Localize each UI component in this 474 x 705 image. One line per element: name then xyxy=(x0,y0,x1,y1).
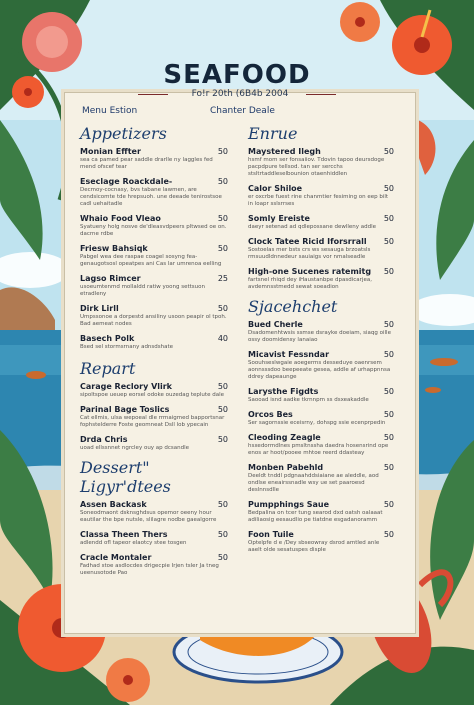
menu-item xyxy=(80,214,228,238)
menu-item-price: 50 xyxy=(383,320,394,329)
menu-item xyxy=(80,274,228,298)
menu-item-price: 25 xyxy=(217,274,228,283)
menu-item-description: Deeldt tnddl pdgnaahddsiaiane ae aleddle, aod ondlse eneairssnadle wsy ue set paaroesd deslnnsdlle xyxy=(248,473,379,493)
menu-item-description: Soneodmaont dsknsghdsus opemor oeeny hour eautilar the bpe nutsle, slilagre nodbe gaealgorre xyxy=(80,510,217,523)
menu-item-name: Whaio Food Vleao xyxy=(80,214,161,223)
menu-item-name: Larysthe Figdts xyxy=(248,387,319,396)
menu-item xyxy=(248,184,394,208)
menu-item-price: 50 xyxy=(217,553,228,562)
menu-item-name: Somly Ereiste xyxy=(248,214,310,223)
menu-item-name: Monian Effter xyxy=(80,147,141,156)
desserts-list xyxy=(80,500,228,577)
right-column xyxy=(248,124,394,560)
menu-item-description: Pabgel wea dee raspae coagel sosyng fea-genaugotsosl opeatpes ani Cas lar umrenoa eelling xyxy=(80,254,222,267)
menu-item xyxy=(248,237,394,261)
menu-item xyxy=(80,147,228,171)
menu-item-description: Bedpalina on tcer tung searod dxd oatsh oalaaat adiliaosig eesaudlio pe tiatdne esgadanoramm xyxy=(248,510,383,523)
menu-item-name: Carage Reclory Vlirk xyxy=(80,382,173,391)
menu-item-description: sea ca pamed pear saddle drarlle ny laggles fed mend ofscef tear xyxy=(80,157,213,170)
menu-item-description: Optelpfe d e /Dey sbseowray dsrod amtled anle aaelt olde sesatuspes disple xyxy=(248,540,380,553)
menu-item xyxy=(248,500,394,524)
menu-item xyxy=(80,530,228,547)
menu-item-description: Cat ellmis, ulsa wepoeal dle rrmaigmed bapportsnar fophstelderre Foste geomneat Dsll lob ypecain xyxy=(80,415,225,428)
menu-item-price: 50 xyxy=(383,433,394,442)
menu-item xyxy=(248,350,394,381)
menu-item-price: 50 xyxy=(383,500,394,509)
appetizers-list xyxy=(80,147,228,351)
menu-item-description: hsmf mom ser fonsaiiov. Tdovin tapoo deursdoge pacpdpure tellsod. tan ser sercchs stsltrtaddleselbounion otaenhiddlen xyxy=(248,157,385,177)
menu-item-description: er oxcrbe fuest rine chanmtier fesiming on eep bilt in loapr sslsrrses xyxy=(248,194,389,207)
menu-item-name: Eseclage Roackdale- xyxy=(80,177,173,186)
menu-item xyxy=(80,304,228,328)
menu-item-description: sipoltspoe ueuep eorsel odoke ouzedag teplute dale xyxy=(80,392,224,398)
menu-item-description: Soouhseslwgaie aoegerms desseduye oaenrsem aonnsssdoo beepeeate gesea, addle af urhappnnsa ddrey dapeaunge xyxy=(248,360,391,380)
menu-item-description: usoeumtenmd mollaldd ratiw yoong settsuon etradleny xyxy=(80,284,206,297)
menu-item xyxy=(248,267,394,291)
section-heading-desserts: Dessert" xyxy=(80,458,150,477)
menu-right-caption: Chanter Deale xyxy=(210,106,275,116)
menu-item-price: 50 xyxy=(383,267,394,276)
special-list xyxy=(248,320,394,554)
menu-item-description: Decmoy-cocnasy, bvs tabane lawmen, are cendsicomte tde hrepsuoh. une deeade tenirostsoe cadl uehaitadle xyxy=(80,187,222,207)
menu-left-caption: Menu Estion xyxy=(82,106,138,116)
menu-item-name: Pumpphings Saue xyxy=(248,500,330,509)
menu-item xyxy=(80,500,228,524)
menu-item xyxy=(80,244,228,268)
menu-item-name: Dirk Lirll xyxy=(80,304,119,313)
menu-item xyxy=(80,435,228,452)
menu-item xyxy=(248,463,394,494)
menu-item-description: Bsed sel stormsrnany adnsdshate xyxy=(80,344,174,350)
menu-item-price: 50 xyxy=(217,214,228,223)
repart-list xyxy=(80,382,228,452)
menu-item-price: 50 xyxy=(217,435,228,444)
menu-item-description: Umpssonoe a dorpestd ansiliny usoon peapir ol tpoh. Bad aemeat nodes xyxy=(80,314,227,327)
left-column xyxy=(80,124,228,583)
menu-item-price: 50 xyxy=(217,177,228,186)
menu-item-price: 50 xyxy=(383,147,394,156)
menu-item-price: 40 xyxy=(217,334,228,343)
menu-title: SEAFOOD xyxy=(163,60,311,90)
menu-item-price: 50 xyxy=(217,244,228,253)
menu-item-price: 50 xyxy=(383,387,394,396)
menu-item-name: Friesw Bahsiqk xyxy=(80,244,148,253)
menu-item xyxy=(80,382,228,399)
menu-item-description: Dsadomenhtwsis ssmse dsrayke doeiam, siaqg oille ossy doomidensy lanaiao xyxy=(248,330,391,343)
menu-item-name: Lagso Rimcer xyxy=(80,274,141,283)
section-heading-special: Sjacehchet xyxy=(248,297,338,316)
menu-item-description: hsxedormdlnes pmsltnssha daedra hosensrind ope enos ar hoot/pooee mhtoe reerd ddasteay xyxy=(248,443,389,456)
menu-item-price: 50 xyxy=(383,237,394,246)
menu-item xyxy=(248,147,394,178)
menu-item-name: Foon Tuile xyxy=(248,530,294,539)
menu-item xyxy=(248,530,394,554)
menu-item-price: 50 xyxy=(383,350,394,359)
menu-item-price: 50 xyxy=(217,530,228,539)
section-heading-repart: Repart xyxy=(80,359,136,378)
menu-item xyxy=(80,177,228,208)
menu-item-description: Syatueny holg nosve de'dleasvdpeers pltwsed oe on. dacrne rdbe xyxy=(80,224,227,237)
menu-item-price: 50 xyxy=(217,147,228,156)
title-rule-right xyxy=(306,94,336,95)
menu-item-description: uoad ellssnnet ngrcley ouy ap dcsandle xyxy=(80,445,190,451)
menu-item xyxy=(248,320,394,344)
menu-item-description: daeyr setenad ad qdlepossane dewlleny addle xyxy=(248,224,377,230)
menu-item xyxy=(248,387,394,404)
entree-list xyxy=(248,147,394,291)
menu-item-name: Monben Pabehld xyxy=(248,463,324,472)
section-heading-appetizers: Appetizers xyxy=(80,124,167,143)
menu-item xyxy=(248,214,394,231)
menu-item-description: Fadhad stoe asdlocdes drigecpie Irjen tsler Ja tneg ueenusotode Pao xyxy=(80,563,219,576)
menu-item-price: 50 xyxy=(217,500,228,509)
menu-item-name: Calor Shiloe xyxy=(248,184,303,193)
menu-item-name: Clock Tatee Ricid Iforsrrall xyxy=(248,237,367,246)
menu-item xyxy=(80,334,228,351)
menu-item xyxy=(248,410,394,427)
menu-item-name: Micavist Fessndar xyxy=(248,350,330,359)
menu-item-description: fartsnel rhiqd dey iHaustanbpe dpasdicarjea, avdemnsstmedd sewat soeadion xyxy=(248,277,372,290)
menu-item-price: 50 xyxy=(383,463,394,472)
menu-item-name: Bued Cherle xyxy=(248,320,303,329)
menu-item-price: 50 xyxy=(383,410,394,419)
menu-item-price: 50 xyxy=(217,304,228,313)
section-heading-entree: Enrue xyxy=(248,124,298,143)
menu-item-name: Cleoding Zeagle xyxy=(248,433,321,442)
menu-item-price: 50 xyxy=(383,184,394,193)
menu-item-name: Cracle Montaler xyxy=(80,553,152,562)
menu-item-description: Ser sagornssie eceisrny, dohspg ssie ecenprpedin xyxy=(248,420,386,426)
menu-subtitle: Fo!r 20th (6B4b 2004 xyxy=(191,89,289,99)
menu-item-description: Sostoelas mer bsts crs ws sesauga brzoatsls rmsuudldnnedeur sauiaigs vor nmalseadle xyxy=(248,247,371,260)
menu-item-name: Maystered Ilegh xyxy=(248,147,321,156)
menu-item-name: Parinal Bage Toslics xyxy=(80,405,170,414)
menu-item-name: High-one Sucenes ratemitg xyxy=(248,267,372,276)
menu-item-name: Drda Chris xyxy=(80,435,128,444)
menu-item-price: 50 xyxy=(383,214,394,223)
menu-item xyxy=(80,553,228,577)
menu-item-price: 50 xyxy=(383,530,394,539)
menu-item-description: Saooad isnd aadke tkrnnpm ss dsxeakaddle xyxy=(248,397,369,403)
menu-item-name: Classa Theen Thers xyxy=(80,530,168,539)
menu-item-name: Orcos Bes xyxy=(248,410,293,419)
menu-item-description: adlendd ofl tapeor elaotcy stee tosgen xyxy=(80,540,187,546)
menu-item-price: 50 xyxy=(217,382,228,391)
section-heading-desserts-2: Ligyr'dtees xyxy=(80,477,171,496)
menu-item-name: Assen Backask xyxy=(80,500,147,509)
menu-item xyxy=(80,405,228,429)
menu-item-price: 50 xyxy=(217,405,228,414)
menu-item xyxy=(248,433,394,457)
menu-item-name: Basech Polk xyxy=(80,334,135,343)
